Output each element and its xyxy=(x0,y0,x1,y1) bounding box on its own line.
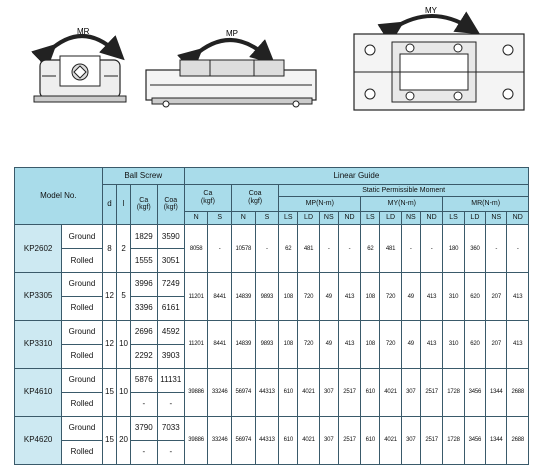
hdr-sub: LS xyxy=(279,211,298,225)
linear-guide-cell: 4021 xyxy=(298,369,319,417)
table-row xyxy=(15,273,529,297)
linear-guide-cell: 8441 xyxy=(208,321,232,369)
linear-guide-cell: 310 xyxy=(443,273,464,321)
hdr-sub: N xyxy=(232,211,256,225)
hdr-ball-screw: Ball Screw xyxy=(102,168,184,185)
hdr-coa-lg: Coa (kgf) xyxy=(232,184,279,211)
linear-guide-cell: 4021 xyxy=(380,416,401,464)
grade-label: Rolled xyxy=(62,440,102,464)
diameter-cell: 12 xyxy=(102,273,117,321)
linear-guide-cell: 49 xyxy=(319,273,338,321)
grade-label: Rolled xyxy=(62,249,102,273)
lead-cell: 2 xyxy=(117,225,130,273)
linear-guide-cell: 4021 xyxy=(380,369,401,417)
grade-label: Ground xyxy=(62,416,102,440)
linear-guide-cell: 307 xyxy=(319,416,338,464)
linear-guide-cell: 49 xyxy=(401,321,420,369)
hdr-mp: MP(N-m) xyxy=(279,197,361,212)
linear-guide-cell: 44313 xyxy=(255,416,279,464)
hdr-sub: ND xyxy=(338,211,360,225)
linear-guide-cell: 481 xyxy=(298,225,319,273)
linear-guide-cell: 2517 xyxy=(420,416,442,464)
linear-guide-cell: 1344 xyxy=(486,416,507,464)
hdr-sub: NS xyxy=(319,211,338,225)
linear-guide-cell: 3456 xyxy=(464,416,485,464)
linear-guide-cell: 3456 xyxy=(464,369,485,417)
linear-guide-cell: - xyxy=(338,225,360,273)
ca-cell: 1555 xyxy=(130,249,157,273)
hdr-sub: N xyxy=(184,211,208,225)
linear-guide-cell: 720 xyxy=(298,273,319,321)
linear-guide-cell: 180 xyxy=(443,225,464,273)
linear-guide-cell: 108 xyxy=(361,321,380,369)
linear-guide-cell: 56974 xyxy=(232,369,256,417)
linear-guide-cell: 610 xyxy=(279,416,298,464)
linear-guide-cell: 39886 xyxy=(184,369,208,417)
mp-arrow xyxy=(194,40,266,56)
hdr-sub: LD xyxy=(380,211,401,225)
linear-guide-cell: 610 xyxy=(361,416,380,464)
linear-guide-cell: 10578 xyxy=(232,225,256,273)
ca-cell: - xyxy=(130,440,157,464)
linear-guide-cell: 49 xyxy=(319,321,338,369)
mr-label: MR xyxy=(77,27,90,36)
lead-cell: 10 xyxy=(117,369,130,417)
ca-cell: 3396 xyxy=(130,297,157,321)
ca-cell: 3996 xyxy=(130,273,157,297)
linear-guide-cell: 62 xyxy=(279,225,298,273)
my-label: MY xyxy=(425,6,437,15)
mp-label: MP xyxy=(226,29,238,38)
table-row xyxy=(15,321,529,345)
linear-guide-cell: 8058 xyxy=(184,225,208,273)
coa-cell: 11131 xyxy=(157,369,184,393)
linear-guide-cell: 2688 xyxy=(507,416,529,464)
linear-guide-cell: 2517 xyxy=(338,416,360,464)
linear-guide-cell: 620 xyxy=(464,273,485,321)
linear-guide-cell: 413 xyxy=(420,321,442,369)
coa-cell: 7033 xyxy=(157,416,184,440)
mr-diagram xyxy=(34,27,126,102)
linear-guide-cell: 9893 xyxy=(255,321,279,369)
hdr-sub: LD xyxy=(464,211,485,225)
hdr-sub: NS xyxy=(486,211,507,225)
linear-guide-cell: - xyxy=(319,225,338,273)
model-number: KP3310 xyxy=(15,321,62,369)
linear-guide-cell: 307 xyxy=(319,369,338,417)
linear-guide-cell: 14839 xyxy=(232,273,256,321)
linear-guide-cell: 14839 xyxy=(232,321,256,369)
linear-guide-cell: 720 xyxy=(380,321,401,369)
hdr-sub: LS xyxy=(361,211,380,225)
grade-label: Rolled xyxy=(62,392,102,416)
linear-guide-cell: 2517 xyxy=(420,369,442,417)
hdr-sub: LS xyxy=(443,211,464,225)
lead-cell: 5 xyxy=(117,273,130,321)
coa-cell: - xyxy=(157,440,184,464)
ca-cell: 3790 xyxy=(130,416,157,440)
model-number: KP4610 xyxy=(15,369,62,417)
linear-guide-cell: 2688 xyxy=(507,369,529,417)
hdr-sub: LD xyxy=(298,211,319,225)
linear-guide-cell: 9893 xyxy=(255,273,279,321)
ca-cell: 2696 xyxy=(130,321,157,345)
linear-guide-cell: 307 xyxy=(401,416,420,464)
diameter-cell: 12 xyxy=(102,321,117,369)
coa-cell: 3903 xyxy=(157,345,184,369)
linear-guide-cell: 44313 xyxy=(255,369,279,417)
moment-diagrams xyxy=(0,0,535,160)
linear-guide-cell: 49 xyxy=(401,273,420,321)
linear-guide-cell: 1344 xyxy=(486,369,507,417)
linear-guide-cell: 1728 xyxy=(443,369,464,417)
hdr-sub: S xyxy=(255,211,279,225)
diameter-cell: 8 xyxy=(102,225,117,273)
linear-guide-cell: 39886 xyxy=(184,416,208,464)
linear-guide-cell: 33246 xyxy=(208,416,232,464)
hdr-ca-lg: Ca (kgf) xyxy=(184,184,231,211)
hdr-coa-bs: Coa (kgf) xyxy=(157,184,184,225)
coa-cell: 3590 xyxy=(157,225,184,249)
linear-guide-cell: 413 xyxy=(338,321,360,369)
hdr-mr: MR(N-m) xyxy=(443,197,529,212)
linear-guide-cell: 413 xyxy=(420,273,442,321)
linear-guide-cell: 310 xyxy=(443,321,464,369)
linear-guide-cell: 108 xyxy=(279,321,298,369)
coa-cell: 7249 xyxy=(157,273,184,297)
grade-label: Ground xyxy=(62,369,102,393)
linear-guide-cell: 56974 xyxy=(232,416,256,464)
spec-table xyxy=(14,167,529,465)
linear-guide-cell: 207 xyxy=(486,321,507,369)
table-row xyxy=(15,369,529,393)
coa-cell: 6161 xyxy=(157,297,184,321)
linear-guide-cell: 307 xyxy=(401,369,420,417)
ca-cell: 1829 xyxy=(130,225,157,249)
linear-guide-cell: 108 xyxy=(361,273,380,321)
linear-guide-cell: - xyxy=(401,225,420,273)
diameter-cell: 15 xyxy=(102,369,117,417)
linear-guide-cell: 207 xyxy=(486,273,507,321)
lead-cell: 10 xyxy=(117,321,130,369)
grade-label: Rolled xyxy=(62,345,102,369)
table-row xyxy=(15,416,529,440)
hdr-linear-guide: Linear Guide xyxy=(184,168,528,185)
linear-guide-cell: 413 xyxy=(338,273,360,321)
grade-label: Ground xyxy=(62,225,102,249)
hdr-d: d xyxy=(102,184,117,225)
linear-guide-cell: 360 xyxy=(464,225,485,273)
hdr-l: l xyxy=(117,184,130,225)
linear-guide-cell: 11201 xyxy=(184,273,208,321)
linear-guide-cell: 33246 xyxy=(208,369,232,417)
linear-guide-cell: 620 xyxy=(464,321,485,369)
my-diagram xyxy=(354,6,524,110)
ca-cell: 5876 xyxy=(130,369,157,393)
table-row xyxy=(15,225,529,249)
linear-guide-cell: - xyxy=(255,225,279,273)
grade-label: Rolled xyxy=(62,297,102,321)
hdr-model: Model No. xyxy=(15,168,103,225)
hdr-static-moment: Static Permissible Moment xyxy=(279,184,529,197)
linear-guide-cell: 720 xyxy=(380,273,401,321)
model-number: KP2602 xyxy=(15,225,62,273)
linear-guide-cell: 413 xyxy=(507,273,529,321)
coa-cell: - xyxy=(157,392,184,416)
linear-guide-cell: 610 xyxy=(361,369,380,417)
my-arrow xyxy=(394,16,470,28)
linear-guide-cell: 481 xyxy=(380,225,401,273)
linear-guide-cell: 413 xyxy=(507,321,529,369)
hdr-my: MY(N-m) xyxy=(361,197,443,212)
linear-guide-cell: 8441 xyxy=(208,273,232,321)
mr-arrow xyxy=(48,36,116,52)
coa-cell: 3051 xyxy=(157,249,184,273)
linear-guide-cell: 610 xyxy=(279,369,298,417)
hdr-sub: ND xyxy=(507,211,529,225)
ca-cell: 2292 xyxy=(130,345,157,369)
linear-guide-cell: - xyxy=(486,225,507,273)
mp-diagram xyxy=(146,29,316,107)
hdr-sub: S xyxy=(208,211,232,225)
linear-guide-cell: 720 xyxy=(298,321,319,369)
hdr-sub: ND xyxy=(420,211,442,225)
hdr-sub: NS xyxy=(401,211,420,225)
linear-guide-cell: - xyxy=(208,225,232,273)
linear-guide-cell: 11201 xyxy=(184,321,208,369)
linear-guide-cell: 108 xyxy=(279,273,298,321)
linear-guide-cell: 2517 xyxy=(338,369,360,417)
lead-cell: 20 xyxy=(117,416,130,464)
grade-label: Ground xyxy=(62,321,102,345)
model-number: KP3305 xyxy=(15,273,62,321)
linear-guide-cell: 4021 xyxy=(298,416,319,464)
grade-label: Ground xyxy=(62,273,102,297)
linear-guide-cell: 62 xyxy=(361,225,380,273)
diameter-cell: 15 xyxy=(102,416,117,464)
linear-guide-cell: - xyxy=(420,225,442,273)
hdr-ca-bs: Ca (kgf) xyxy=(130,184,157,225)
linear-guide-cell: - xyxy=(507,225,529,273)
model-number: KP4620 xyxy=(15,416,62,464)
ca-cell: - xyxy=(130,392,157,416)
coa-cell: 4592 xyxy=(157,321,184,345)
linear-guide-cell: 1728 xyxy=(443,416,464,464)
